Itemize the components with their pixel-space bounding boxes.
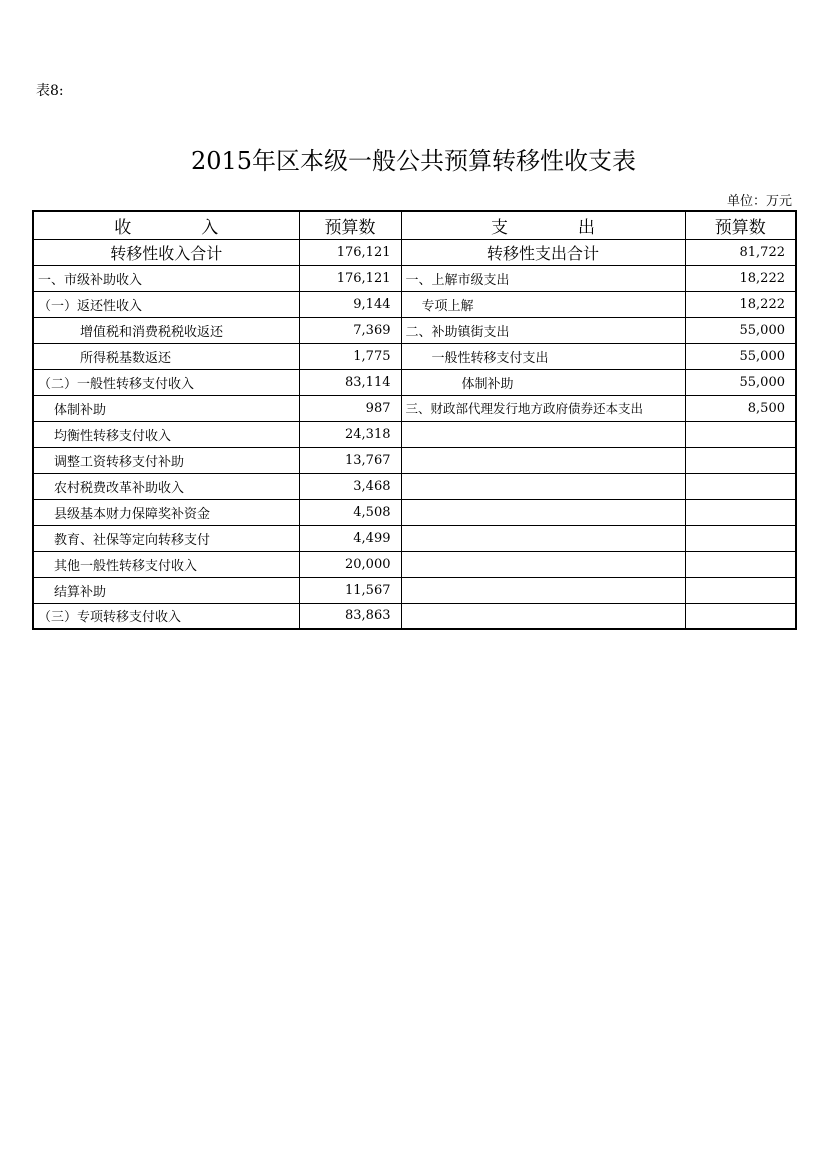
income-item: （一）返还性收入: [33, 291, 299, 317]
table-number-label: 表8:: [36, 83, 64, 99]
income-value: 13,767: [299, 447, 401, 473]
income-item: 教育、社保等定向转移支付: [33, 525, 299, 551]
income-item: 农村税费改革补助收入: [33, 473, 299, 499]
income-item: （二）一般性转移支付收入: [33, 369, 299, 395]
expense-value: [685, 421, 796, 447]
header-income-budget: 预算数: [299, 211, 401, 239]
income-item: 一、市级补助收入: [33, 265, 299, 291]
budget-table: [32, 210, 797, 630]
income-value: 24,318: [299, 421, 401, 447]
income-value: 176,121: [299, 265, 401, 291]
income-item: 结算补助: [33, 577, 299, 603]
expense-item: 转移性支出合计: [401, 239, 685, 265]
header-income: 收 入: [33, 211, 299, 239]
income-item: 体制补助: [33, 395, 299, 421]
table-row: [33, 551, 796, 577]
header-expense-budget: 预算数: [685, 211, 796, 239]
expense-item: [401, 499, 685, 525]
expense-value: [685, 473, 796, 499]
unit-label: 单位：万元: [726, 194, 792, 209]
table-row: [33, 473, 796, 499]
table-row: [33, 369, 796, 395]
page-title: 2015年区本级一般公共预算转移性收支表: [190, 147, 637, 175]
expense-value: [685, 525, 796, 551]
expense-item: 一般性转移支付支出: [401, 343, 685, 369]
income-item: 其他一般性转移支付收入: [33, 551, 299, 577]
income-value: 4,508: [299, 499, 401, 525]
income-item: 均衡性转移支付收入: [33, 421, 299, 447]
income-item: 县级基本财力保障奖补资金: [33, 499, 299, 525]
expense-item: [401, 421, 685, 447]
income-value: 987: [299, 395, 401, 421]
income-value: 1,775: [299, 343, 401, 369]
expense-item: [401, 577, 685, 603]
income-item: 转移性收入合计: [33, 239, 299, 265]
expense-value: 18,222: [685, 265, 796, 291]
expense-item: [401, 525, 685, 551]
income-value: 83,863: [299, 603, 401, 629]
expense-item: [401, 473, 685, 499]
table-row: [33, 603, 796, 629]
expense-value: 81,722: [685, 239, 796, 265]
table-row: [33, 291, 796, 317]
table-row: [33, 525, 796, 551]
table-row: [33, 265, 796, 291]
table-row: [33, 499, 796, 525]
table-row: [33, 395, 796, 421]
expense-item: 三、财政部代理发行地方政府债券还本支出: [401, 395, 685, 421]
expense-item: 二、补助镇街支出: [401, 317, 685, 343]
expense-item: [401, 551, 685, 577]
income-value: 9,144: [299, 291, 401, 317]
income-item: 调整工资转移支付补助: [33, 447, 299, 473]
income-item: 增值税和消费税税收返还: [33, 317, 299, 343]
table-row: [33, 577, 796, 603]
expense-item: 体制补助: [401, 369, 685, 395]
expense-item: [401, 447, 685, 473]
expense-item: 一、上解市级支出: [401, 265, 685, 291]
expense-value: 18,222: [685, 291, 796, 317]
expense-value: [685, 499, 796, 525]
table-row: [33, 239, 796, 265]
income-item: （三）专项转移支付收入: [33, 603, 299, 629]
expense-value: 8,500: [685, 395, 796, 421]
table-row: [33, 343, 796, 369]
table-header-row: [33, 211, 796, 239]
expense-value: [685, 603, 796, 629]
expense-value: [685, 577, 796, 603]
expense-item: [401, 603, 685, 629]
income-value: 7,369: [299, 317, 401, 343]
table-row: [33, 317, 796, 343]
income-value: 83,114: [299, 369, 401, 395]
header-expense: 支 出: [401, 211, 685, 239]
expense-item: 专项上解: [401, 291, 685, 317]
expense-value: 55,000: [685, 317, 796, 343]
income-value: 20,000: [299, 551, 401, 577]
income-value: 11,567: [299, 577, 401, 603]
table-row: [33, 447, 796, 473]
income-item: 所得税基数返还: [33, 343, 299, 369]
expense-value: 55,000: [685, 369, 796, 395]
expense-value: [685, 551, 796, 577]
income-value: 4,499: [299, 525, 401, 551]
expense-value: [685, 447, 796, 473]
income-value: 176,121: [299, 239, 401, 265]
income-value: 3,468: [299, 473, 401, 499]
table-row: [33, 421, 796, 447]
expense-value: 55,000: [685, 343, 796, 369]
